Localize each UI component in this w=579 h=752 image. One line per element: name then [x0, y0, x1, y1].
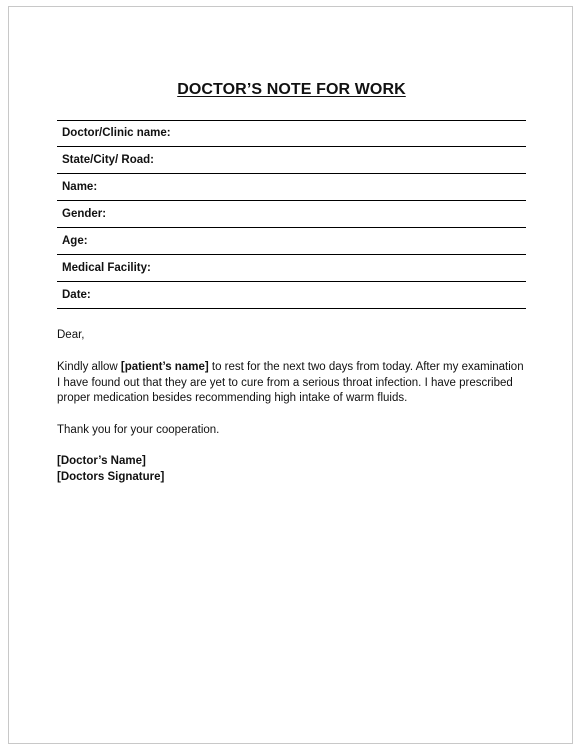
document-page: [8, 6, 573, 744]
field-medical-facility: Medical Facility:: [57, 255, 526, 282]
field-name: Name:: [57, 174, 526, 201]
doctor-signature-placeholder: [Doctors Signature]: [57, 471, 165, 483]
patient-name-placeholder: [patient’s name]: [120, 361, 209, 373]
field-doctor-clinic-name: Doctor/Clinic name:: [57, 121, 526, 147]
body-text-before: Kindly allow: [57, 361, 121, 373]
field-age: Age:: [57, 228, 526, 255]
body-text-after: to rest for the next two days from today. After my examination I have found out that they are yet to cure from a serious throat infection. I have prescribed proper medication besides recommending high intake of warm fluids.: [57, 361, 524, 404]
doctor-name-placeholder: [Doctor’s Name]: [57, 455, 146, 467]
form-fields: [57, 120, 526, 309]
greeting: Dear,: [57, 329, 85, 341]
field-gender: Gender:: [57, 201, 526, 228]
field-state-city-road: State/City/ Road:: [57, 147, 526, 174]
field-date: Date:: [57, 282, 526, 309]
body-paragraph: [57, 360, 529, 407]
document-title: DOCTOR’S NOTE FOR WORK: [177, 81, 406, 98]
thanks-line: Thank you for your cooperation.: [57, 424, 220, 436]
